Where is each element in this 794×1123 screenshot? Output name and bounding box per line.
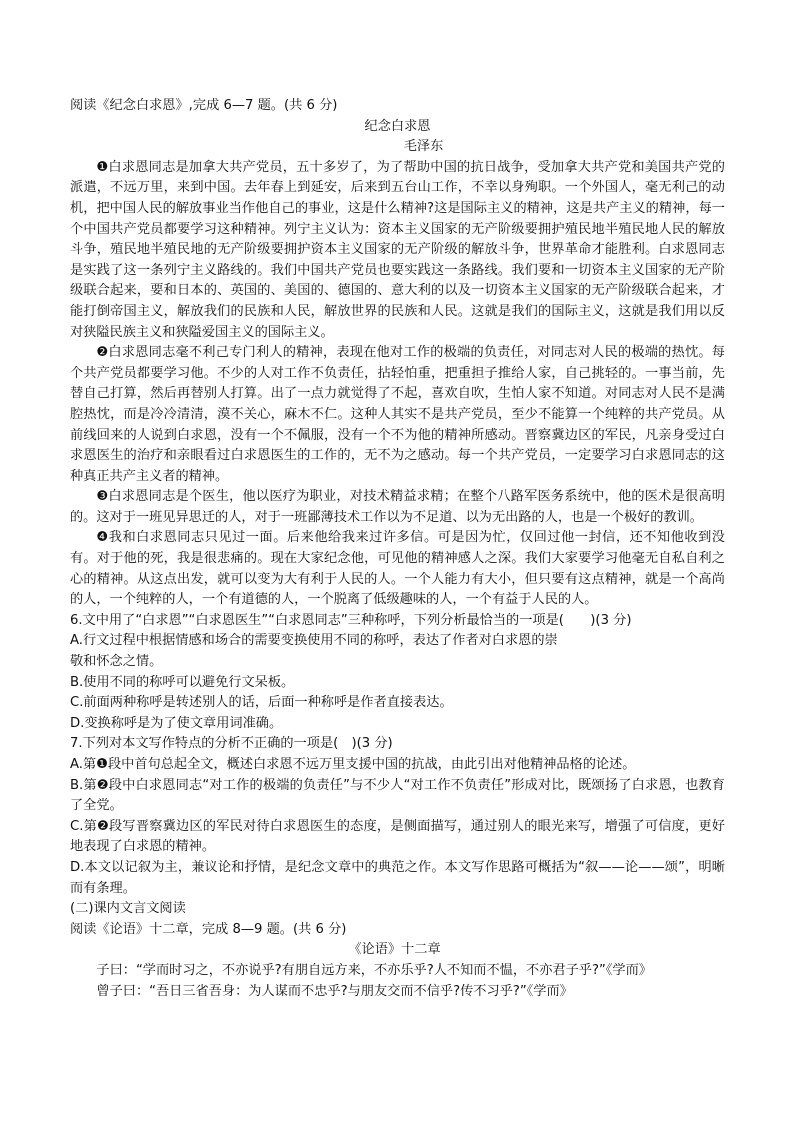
section2-heading: (二)课内文言文阅读 — [70, 901, 186, 917]
question-7-option-b: B.第❷段中白求恩同志“对工作的极端的负责任”与不少人“对工作不负责任”形成对比，既颂扬了白求恩，也教育了全党。 — [70, 777, 725, 814]
article-paragraph-3: ❸白求恩同志是个医生，他以医疗为职业，对技术精益求精；在整个八路军医务系统中，他的医术是很高明的。这对于一班见异思迁的人，对于一班鄙薄技术工作以为不足道、以为无出路的人，也是一个极好的教训。 — [70, 489, 725, 525]
question-7-option-d: D.本文以记叙为主，兼议论和抒情，是纪念文章中的典范之作。本文写作思路可概括为“叙——论——颂”，明晰而有条理。 — [70, 859, 725, 896]
lunyu-quote-2: 曾子曰：“吾日三省吾身：为人谋而不忠乎?与朋友交而不信乎?传不习乎?”《学而》 — [96, 983, 573, 999]
question-6-option-c: C.前面两种称呼是转述别人的话，后面一种称呼是作者直接表达。 — [70, 695, 453, 711]
article-paragraph-4: ❹我和白求恩同志只见过一面。后来他给我来过许多信。可是因为忙，仅回过他一封信，还不知他收到没有。对于他的死，我是很悲痛的。现在大家纪念他，可见他的精神感人之深。我们大家要学习他毫无自私自利之心的精神。从这点出发，就可以变为大有利于人民的人。一个人能力有大小，但只要有这点精神，就是一个高尚的人，一个纯粹的人，一个有道德的人，一个脱离了低级趣味的人，一个有益于人民的人。 — [70, 530, 725, 608]
lunyu-quote-1: 子曰：“学而时习之，不亦说乎?有朋自远方来，不亦乐乎?人不知而不愠，不亦君子乎?”《学而》 — [96, 962, 652, 978]
question-6-option-a-cont: 敬和怀念之情。 — [70, 654, 163, 670]
question-7-option-a: A.第❶段中首句总起全文，概述白求恩不远万里支援中国的抗战，由此引出对他精神品格的论述。 — [70, 757, 636, 772]
question-7-stem: 7.下列对本文写作特点的分析不正确的一项是( )(3 分) — [70, 736, 393, 752]
article-paragraph-1: ❶白求恩同志是加拿大共产党员，五十多岁了，为了帮助中国的抗日战争，受加拿大共产党和美国共产党的派遣，不远万里，来到中国。去年春上到延安，后来到五台山工作，不幸以身殉职。一个外国人，毫无利己的动机，把中国人民的解放事业当作他自己的事业，这是什么精神?这是国际主义的精神，这是共产主义的精神，每一个中国共产党员都要学习这种精神。列宁主义认为：资本主义国家的无产阶级要拥护殖民地半殖民地人民的解放斗争，殖民地半殖民地的无产阶级要拥护资本主义国家的无产阶级的解放斗争，世界革命才能胜利。白求恩同志是实践了这一条列宁主义路线的。我们中国共产党员也要实践这一条路线。我们要和一切资本主义国家的无产阶级联合起来，要和日本的、英国的、美国的、德国的、意大利的以及一切资本主义国家的无产阶级联合起来，才能打倒帝国主义，解放我们的民族和人民，解放世界的民族和人民。这就是我们的国际主义，这就是我们用以反对狭隘民族主义和狭隘爱国主义的国际主义。 — [70, 159, 725, 340]
lunyu-title: 《论语》十二章 — [348, 942, 441, 958]
article-paragraph-2: ❷白求恩同志毫不利己专门利人的精神，表现在他对工作的极端的负责任，对同志对人民的极端的热忱。每个共产党员都要学习他。不少的人对工作不负责任，拈轻怕重，把重担子推给人家，自己挑轻的。一事当前，先替自己打算，然后再替别人打算。出了一点力就觉得了不起，喜欢自吹，生怕人家不知道。对同志对人民不是满腔热忱，而是冷冷清清，漠不关心，麻木不仁。这种人其实不是共产党员，至少不能算一个纯粹的共产党员。从前线回来的人说到白求恩，没有一个不佩服，没有一个不为他的精神所感动。晋察冀边区的军民，凡亲身受过白求恩医生的治疗和亲眼看过白求恩医生的工作的，无不为之感动。每一个共产党员，一定要学习白求恩同志的这种真正共产主义者的精神。 — [70, 345, 725, 484]
section-intro: 阅读《纪念白求恩》,完成 6—7 题。(共 6 分) — [70, 98, 338, 113]
section2-intro: 阅读《论语》十二章，完成 8—9 题。(共 6 分) — [70, 921, 347, 937]
document-page — [70, 96, 725, 1002]
question-6-option-a: A.行文过程中根据情感和场合的需要变换使用不同的称呼，表达了作者对白求恩的崇 — [70, 633, 558, 649]
question-6-option-d: D.变换称呼是为了使文章用词准确。 — [70, 715, 283, 731]
article-title: 纪念白求恩 — [364, 118, 431, 134]
question-7-option-c: C.第❷段写晋察冀边区的军民对待白求恩医生的态度，是侧面描写，通过别人的眼光来写，增强了可信度，更好地表现了白求恩的精神。 — [70, 818, 725, 855]
question-6-option-b: B.使用不同的称呼可以避免行文呆板。 — [70, 674, 295, 690]
article-author: 毛泽东 — [403, 139, 444, 155]
question-6-stem: 6.文中用了“白求恩”“白求恩医生”“白求恩同志”三种称呼，下列分析最恰当的一项是( )(3 分) — [70, 612, 632, 628]
